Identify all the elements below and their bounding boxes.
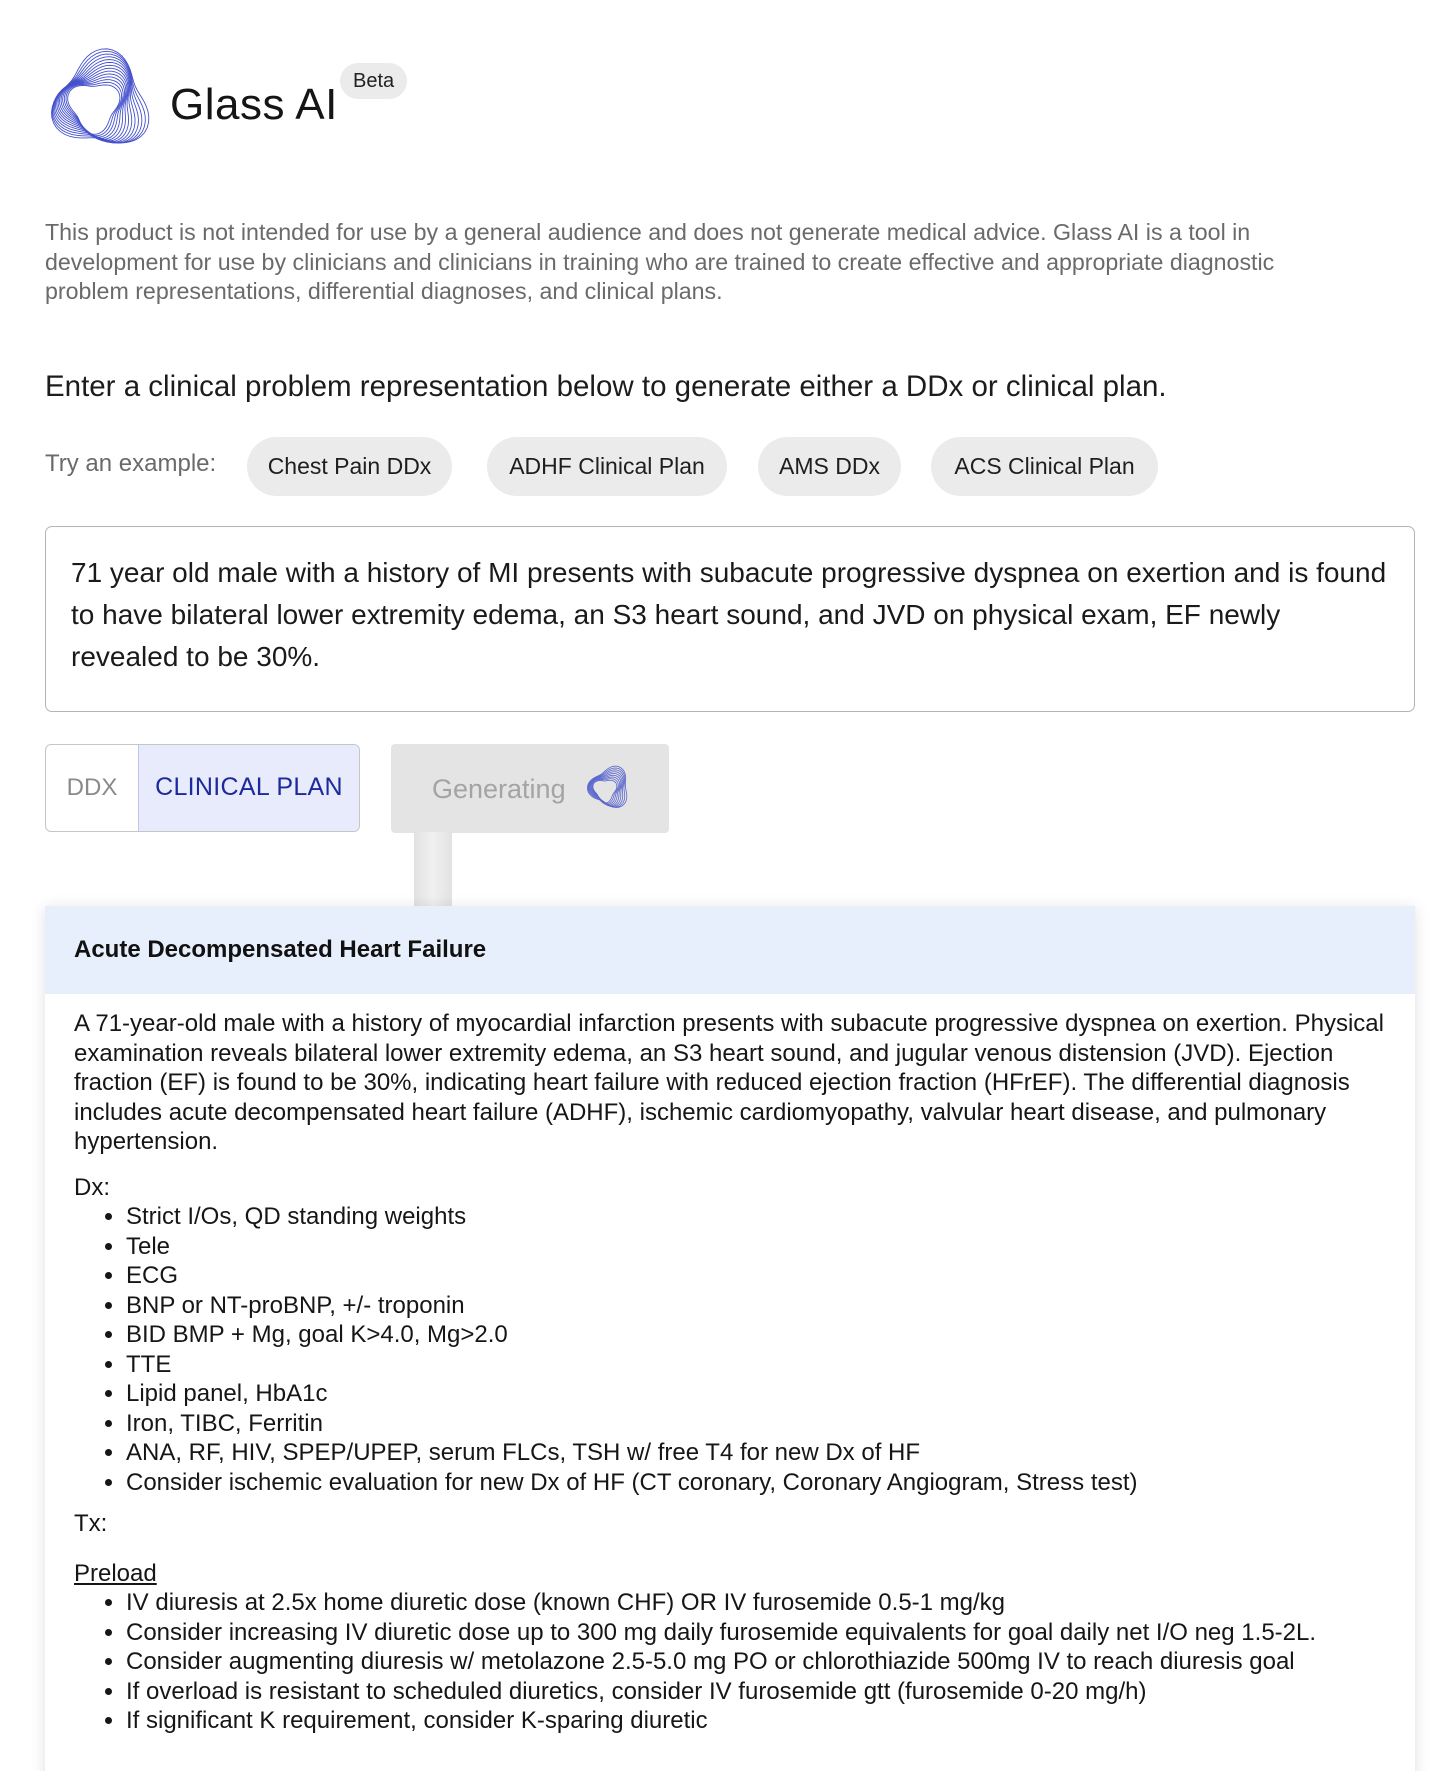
list-item: • ANA, RF, HIV, SPEP/UPEP, serum FLCs, TSH w/ free T4 for new Dx of HF [126, 1438, 1386, 1468]
list-item: • Strict I/Os, QD standing weights [126, 1202, 1386, 1232]
list-item: • If significant K requirement, consider K-sparing diuretic [126, 1706, 1386, 1736]
list-item: • Consider ischemic evaluation for new Dx of HF (CT coronary, Coronary Angiogram, Stress test) [126, 1468, 1386, 1498]
result-title: Acute Decompensated Heart Failure [45, 906, 1415, 994]
result-connector [414, 832, 452, 906]
loading-spinner-icon [581, 764, 633, 814]
list-item: • Consider augmenting diuresis w/ metolazone 2.5-5.0 mg PO or chlorothiazide 500mg IV to reach diuresis goal [126, 1647, 1386, 1677]
list-item: • TTE [126, 1350, 1386, 1380]
logo-ring [66, 82, 122, 135]
clinical-plan-card [45, 906, 1415, 1771]
mode-toggle [45, 744, 360, 832]
example-chip-chest-pain-ddx[interactable]: Chest Pain DDx [247, 437, 452, 496]
result-body [45, 994, 1415, 1736]
generate-button[interactable] [391, 744, 669, 833]
tx-section-label: Tx: [74, 1510, 108, 1537]
preload-list [74, 1588, 1386, 1736]
problem-representation-input[interactable]: 71 year old male with a history of MI presents with subacute progressive dyspnea on exertion and is found to have bilateral lower extremity edema, an S3 heart sound, and JVD on physical exam, EF newly revealed to be 30%. [45, 526, 1415, 712]
preload-subheading: Preload [74, 1559, 157, 1587]
glass-ai-logo-icon [46, 48, 152, 158]
list-item: • BNP or NT-proBNP, +/- troponin [126, 1291, 1386, 1321]
examples-label: Try an example: [45, 450, 217, 477]
list-item: • Tele [126, 1232, 1386, 1262]
app-title: Glass AI [170, 80, 338, 129]
list-item: • Lipid panel, HbA1c [126, 1379, 1386, 1409]
mode-ddx-button[interactable]: DDX [66, 774, 118, 801]
list-item: • Consider increasing IV diuretic dose up to 300 mg daily furosemide equivalents for goal daily net I/O neg 1.5-2L. [126, 1618, 1386, 1648]
example-chip-ams-ddx[interactable]: AMS DDx [758, 437, 901, 496]
list-item: • Iron, TIBC, Ferritin [126, 1409, 1386, 1439]
example-chip-acs-clinical-plan[interactable]: ACS Clinical Plan [931, 437, 1158, 496]
list-item: • BID BMP + Mg, goal K>4.0, Mg>2.0 [126, 1320, 1386, 1350]
beta-badge: Beta [340, 63, 407, 99]
dx-list [74, 1202, 1386, 1497]
list-item: • ECG [126, 1261, 1386, 1291]
example-chip-adhf-clinical-plan[interactable]: ADHF Clinical Plan [487, 437, 727, 496]
generate-button-label: Generating [432, 774, 566, 804]
mode-clinical-plan-button[interactable]: CLINICAL PLAN [138, 745, 359, 831]
disclaimer-text: This product is not intended for use by a general audience and does not generate medical advice. Glass AI is a tool in development for use by clinicians and clinicians in training who are trained to create effective and appropriate diagnostic problem representations, differential diagnoses, and clinical plans. [45, 219, 1275, 304]
result-summary: A 71-year-old male with a history of myocardial infarction presents with subacute progressive dyspnea on exertion. Physical examination reveals bilateral lower extremity edema, an S3 heart sound, and jugular venous distension (JVD). Ejection fraction (EF) is found to be 30%, indicating heart failure with reduced ejection fraction (HFrEF). The differential diagnosis includes acute decompensated heart failure (ADHF), ischemic cardiomyopathy, valvular heart disease, and pulmonary hypertension. [74, 1010, 1384, 1155]
logo-ring [593, 780, 617, 803]
list-item: • IV diuresis at 2.5x home diuretic dose (known CHF) OR IV furosemide 0.5-1 mg/kg [126, 1588, 1386, 1618]
dx-section-label: Dx: [74, 1173, 110, 1201]
list-item: • If overload is resistant to scheduled diuretics, consider IV furosemide gtt (furosemide 0-20 mg/h) [126, 1677, 1386, 1707]
instructions-heading: Enter a clinical problem representation below to generate either a DDx or clinical plan. [45, 370, 1167, 403]
